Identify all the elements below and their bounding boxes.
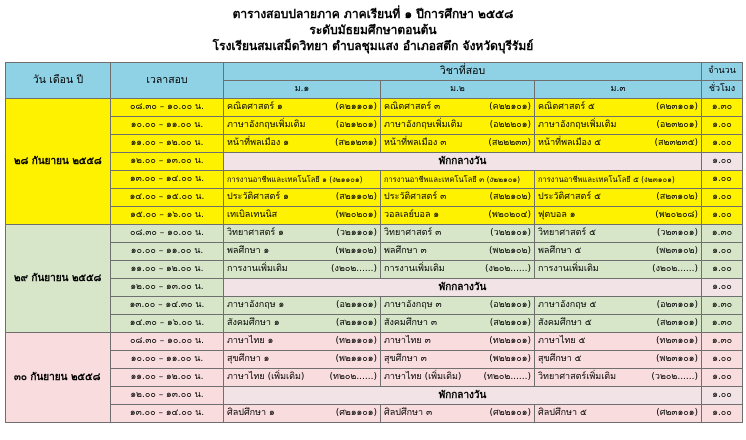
exam-date: ๓๐ กันยายน ๒๕๕๘ [6,333,111,423]
subject-name: ภาษาอังกฤษเพิ่มเติม [384,120,463,130]
exam-hours: ๑.๐๐ [702,207,743,225]
exam-date: ๒๘ กันยายน ๒๕๕๘ [6,99,111,225]
exam-row [6,225,743,243]
subject-code: (ส๒๒๑๐๒) [489,192,531,202]
subject-code: (ว๒๐๒......) [651,372,699,382]
subject-m2 [381,171,535,189]
lunch-row [6,279,743,297]
subject-m1 [224,189,381,207]
exam-time: ๐๘.๓๐ – ๑๐.๐๐ น. [111,333,224,351]
lunch-break: พักกลางวัน [224,279,702,297]
exam-schedule-table [5,62,743,423]
exam-hours: ๑.๐๐ [702,153,743,171]
exam-date: ๒๙ กันยายน ๒๕๕๘ [6,225,111,333]
subject-name: คณิตศาสตร์ ๑ [227,102,283,112]
exam-time: ๑๓.๐๐ – ๑๔.๐๐ น. [111,171,224,189]
subject-m2 [381,99,535,117]
subject-code: (พ๒๑๑๐๑) [335,354,377,364]
subject-code: (ส๒๒๒๓๓) [488,138,531,148]
subject-name: พลศึกษา ๕ [538,246,582,256]
subject-m1 [224,243,381,261]
exam-hours: ๑.๐๐ [702,279,743,297]
subject-name: ภาษาไทย ๕ [538,336,586,346]
subject-name: ศิลปศึกษา ๕ [538,408,587,418]
subject-code: (อ๒๓๑๐๑) [656,300,699,310]
exam-hours: ๑.๐๐ [702,261,743,279]
subject-code: (ศ๒๓๑๐๑) [656,408,699,418]
subject-code: (ค๒๒๑๐๑) [489,102,531,112]
subject-code: (ส๒๓๒๓๕) [654,138,699,148]
exam-time: ๑๐.๐๐ – ๑๑.๐๐ น. [111,243,224,261]
exam-row [6,243,743,261]
subject-m3 [535,99,702,117]
subject-m1 [224,117,381,135]
subject-m3 [535,369,702,387]
subject-name: เทเบิลเทนนิส [227,210,278,220]
title-line-1: ตารางสอบปลายภาค ภาคเรียนที่ ๑ ปีการศึกษา ๒๕๕๘ [232,7,514,21]
exam-hours: ๑.๐๐ [702,351,743,369]
subject-code: (ค๒๓๑๐๑) [655,102,699,112]
subject-m1 [224,99,381,117]
exam-time: ๑๒.๐๐ – ๑๓.๐๐ น. [111,153,224,171]
lunch-break: พักกลางวัน [224,387,702,405]
subject-m3 [535,333,702,351]
exam-row [6,297,743,315]
exam-row [6,405,743,423]
exam-time: ๑๓.๐๐ – ๑๔.๓๐ น. [111,297,224,315]
subject-name: การงานอาชีพและเทคโนโลยี ๓ (ง๒๒๑๐๑) [384,175,521,184]
subject-name: ภาษาไทย (เพิ่มเติม) [227,372,305,382]
subject-m2 [381,315,535,333]
subject-name: ภาษาอังกฤษ ๑ [227,300,285,310]
subject-name: การงานเพิ่มเติม [227,264,288,274]
subject-name: วิทยาศาสตร์ ๑ [227,228,284,238]
subject-code: (ศ๒๒๑๐๑) [489,408,531,418]
subject-name: สังคมศึกษา ๓ [384,318,438,328]
lunch-break: พักกลางวัน [224,153,702,171]
subject-code: (พ๒๐๒๐๘) [655,210,699,220]
subject-m1 [224,369,381,387]
header-m2: ม.๒ [381,81,535,99]
subject-code: (อ๒๒๒๐๑) [489,120,531,130]
subject-code: (ง๒๐๒......) [331,264,377,274]
subject-name: ศิลปศึกษา ๓ [384,408,433,418]
exam-row [6,99,743,117]
exam-hours: ๑.๓๐ [702,297,743,315]
exam-time: ๑๐.๐๐ – ๑๑.๐๐ น. [111,351,224,369]
exam-hours: ๑.๐๐ [702,243,743,261]
subject-name: การงานเพิ่มเติม [538,264,599,274]
subject-name: พลศึกษา ๑ [227,246,270,256]
subject-m2 [381,297,535,315]
exam-hours: ๑.๐๐ [702,135,743,153]
subject-m1 [224,405,381,423]
subject-code: (ว๒๓๑๐๑) [656,228,699,238]
subject-name: สุขศึกษา ๕ [538,354,582,364]
subject-m2 [381,405,535,423]
subject-code: (อ๒๓๒๐๑) [656,120,699,130]
subject-name: การงานอาชีพและเทคโนโลยี ๕ (ง๒๓๑๐๑) [538,175,675,184]
subject-m1 [224,225,381,243]
exam-hours: ๑.๓๐ [702,315,743,333]
title-line-3: โรงเรียนสมเสม็ดวิทยา ตำบลชุมแสง อำเภอสตึก จังหวัดบุรีรัมย์ [212,39,534,53]
subject-name: ภาษาไทย ๑ [227,336,274,346]
subject-code: (อ๒๑๒๐๑) [335,120,377,130]
exam-time: ๑๓.๐๐ – ๑๔.๐๐ น. [111,405,224,423]
exam-time: ๐๘.๓๐ – ๑๐.๐๐ น. [111,99,224,117]
subject-m1 [224,261,381,279]
exam-hours: ๑.๐๐ [702,189,743,207]
subject-name: ภาษาอังกฤษ ๓ [384,300,442,310]
subject-code: (ส๒๑๑๐๒) [335,192,377,202]
header-m1: ม.๑ [224,81,381,99]
subject-m3 [535,171,702,189]
exam-time: ๑๔.๓๐ – ๑๖.๐๐ น. [111,315,224,333]
header-row [6,63,743,81]
subject-code: (ว๒๒๑๐๑) [490,228,531,238]
subject-name: ภาษาไทย (เพิ่มเติม) [384,372,462,382]
subject-m3 [535,261,702,279]
subject-code: (พ๒๐๒๐๔) [488,210,531,220]
subject-name: สุขศึกษา ๓ [384,354,427,364]
subject-name: ภาษาอังกฤษเพิ่มเติม [227,120,306,130]
subject-m1 [224,351,381,369]
subject-m2 [381,243,535,261]
subject-name: สุขศึกษา ๑ [227,354,270,364]
header-hours-2: ชั่วโมง [702,81,743,99]
subject-name: หน้าที่พลเมือง ๓ [384,138,447,148]
exam-row [6,135,743,153]
subject-m3 [535,405,702,423]
exam-row [6,117,743,135]
subject-m2 [381,351,535,369]
subject-m1 [224,135,381,153]
subject-m2 [381,207,535,225]
subject-name: วอลเลย์บอล ๑ [384,210,440,220]
subject-code: (อ๒๑๑๐๑) [336,300,377,310]
exam-time: ๑๒.๐๐ – ๑๓.๐๐ น. [111,279,224,297]
exam-time: ๑๑.๐๐ – ๑๒.๐๐ น. [111,261,224,279]
exam-time: ๑๑.๐๐ – ๑๒.๐๐ น. [111,135,224,153]
subject-name: ศิลปศึกษา ๑ [227,408,275,418]
subject-m2 [381,117,535,135]
subject-code: (พ๒๓๑๐๑) [656,354,699,364]
subject-code: (ท๒๑๑๐๑) [335,336,377,346]
subject-m2 [381,369,535,387]
subject-code: (ค๒๑๑๐๑) [335,102,377,112]
subject-name: ประวัติศาสตร์ ๕ [538,192,601,202]
exam-time: ๑๔.๐๐ – ๑๕.๐๐ น. [111,189,224,207]
subject-code: (ง๒๐๒......) [652,264,699,274]
subject-name: การงานเพิ่มเติม [384,264,445,274]
exam-row [6,189,743,207]
subject-name: หน้าที่พลเมือง ๑ [227,138,289,148]
lunch-row [6,387,743,405]
subject-m3 [535,207,702,225]
header-m3: ม.๓ [535,81,702,99]
subject-code: (พ๒๐๒๐๑) [335,210,377,220]
subject-name: วิทยาศาสตร์ ๕ [538,228,596,238]
title-line-2: ระดับมัธยมศึกษาตอนต้น [309,23,437,37]
subject-m3 [535,135,702,153]
exam-row [6,351,743,369]
subject-name: การงานอาชีพและเทคโนโลยี ๑ (ง๒๑๑๐๑) [227,175,363,184]
exam-hours: ๑.๐๐ [702,405,743,423]
header-hours-1: จำนวน [702,63,743,81]
subject-code: (ศ๒๑๑๐๑) [335,408,377,418]
exam-row [6,207,743,225]
subject-code: (พ๒๒๑๐๑) [489,354,531,364]
subject-m3 [535,117,702,135]
subject-code: (ท๒๒๑๐๑) [489,336,531,346]
subject-name: คณิตศาสตร์ ๕ [538,102,595,112]
exam-row [6,369,743,387]
subject-m2 [381,333,535,351]
subject-code: (พ๒๓๑๐๒) [655,246,699,256]
exam-hours: ๑.๓๐ [702,99,743,117]
subject-name: สังคมศึกษา ๑ [227,318,280,328]
subject-name: ประวัติศาสตร์ ๓ [384,192,447,202]
subject-name: ฟุตบอล ๑ [538,210,576,220]
subject-m3 [535,243,702,261]
subject-code: (พ๒๒๑๐๒) [489,246,531,256]
subject-m2 [381,225,535,243]
subject-m2 [381,135,535,153]
subject-name: หน้าที่พลเมือง ๕ [538,138,601,148]
subject-name: พลศึกษา ๓ [384,246,427,256]
lunch-row [6,153,743,171]
subject-name: สังคมศึกษา ๕ [538,318,592,328]
exam-row [6,261,743,279]
subject-code: (ส๒๒๑๐๑) [489,318,531,328]
subject-code: (ท๒๓๑๐๑) [656,336,699,346]
subject-name: ภาษาไทย ๓ [384,336,431,346]
subject-name: ประวัติศาสตร์ ๑ [227,192,289,202]
subject-code: (อ๒๒๑๐๑) [489,300,531,310]
subject-code: (ง๒๐๒......) [485,264,531,274]
exam-hours: ๑.๐๐ [702,171,743,189]
subject-code: (ท๒๐๒......) [329,372,377,382]
document-title [0,0,746,54]
subject-code: (ส๒๓๑๐๑) [656,318,699,328]
subject-code: (ว๒๑๑๐๑) [336,228,377,238]
exam-time: ๑๐.๐๐ – ๑๑.๐๐ น. [111,117,224,135]
subject-code: (ท๒๐๒......) [483,372,531,382]
subject-m1 [224,333,381,351]
header-time: เวลาสอบ [111,63,224,99]
subject-name: ภาษาอังกฤษเพิ่มเติม [538,120,617,130]
subject-m3 [535,297,702,315]
subject-name: วิทยาศาสตร์ ๓ [384,228,442,238]
subject-code: (ส๒๑๒๓๑) [335,138,377,148]
exam-hours: ๑.๐๐ [702,369,743,387]
subject-m3 [535,225,702,243]
header-subjects: วิชาที่สอบ [224,63,702,81]
exam-time: ๑๕.๐๐ – ๑๖.๐๐ น. [111,207,224,225]
exam-time: ๑๑.๐๐ – ๑๒.๐๐ น. [111,369,224,387]
subject-code: (พ๒๑๑๐๒) [335,246,377,256]
exam-hours: ๑.๐๐ [702,117,743,135]
subject-name: ภาษาอังกฤษ ๕ [538,300,597,310]
subject-name: วิทยาศาสตร์เพิ่มเติม [538,372,617,382]
exam-row [6,171,743,189]
exam-time: ๑๒.๐๐ – ๑๓.๐๐ น. [111,387,224,405]
exam-hours: ๑.๓๐ [702,225,743,243]
subject-code: (ส๒๑๑๐๑) [335,318,377,328]
exam-row [6,315,743,333]
subject-m1 [224,171,381,189]
subject-m3 [535,189,702,207]
exam-hours: ๑.๐๐ [702,387,743,405]
subject-m1 [224,297,381,315]
subject-m3 [535,351,702,369]
exam-time: ๐๘.๓๐ – ๑๐.๐๐ น. [111,225,224,243]
subject-m1 [224,207,381,225]
exam-row [6,333,743,351]
exam-hours: ๑.๓๐ [702,333,743,351]
subject-m3 [535,315,702,333]
subject-name: คณิตศาสตร์ ๓ [384,102,441,112]
subject-m1 [224,315,381,333]
subject-m2 [381,189,535,207]
subject-code: (ส๒๓๑๐๒) [656,192,699,202]
subject-m2 [381,261,535,279]
header-date: วัน เดือน ปี [6,63,111,99]
